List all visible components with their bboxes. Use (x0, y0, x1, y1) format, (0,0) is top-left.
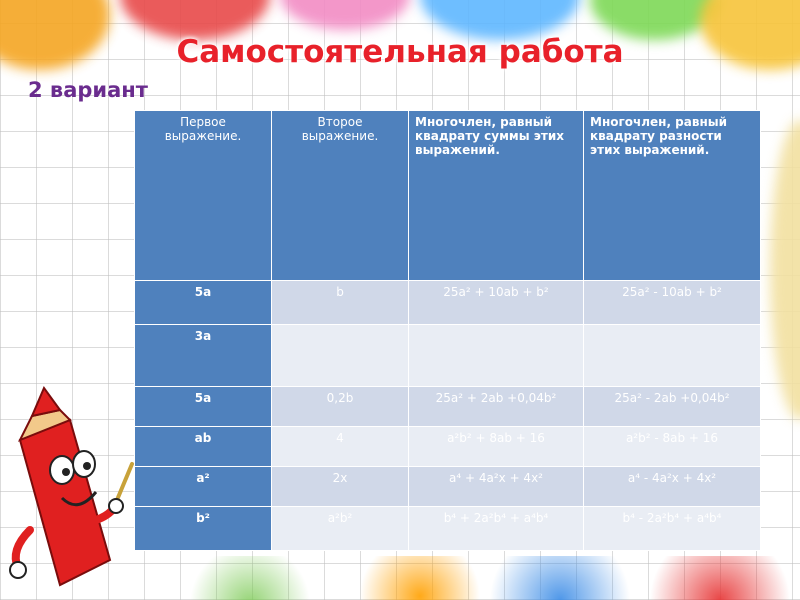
pencil-character-icon (0, 380, 140, 600)
table-row (135, 507, 761, 551)
cell-first-expr: 5a (135, 387, 272, 427)
cell-diff-square: a⁴ - 4a²x + 4x² (584, 467, 761, 507)
cell-sum-square: 25a² + 2ab +0,04b² (409, 387, 584, 427)
cell-sum-square (409, 325, 584, 387)
header-second-expression: Второе выражение. (272, 111, 409, 281)
header-square-of-difference: Многочлен, равный квадрату разности этих выражений. (584, 111, 761, 281)
blob-side-right (770, 120, 800, 420)
cell-first-expr: 3a (135, 325, 272, 387)
variant-label: 2 вариант (28, 78, 148, 102)
table-row (135, 427, 761, 467)
slide-title: Самостоятельная работа (176, 34, 624, 70)
cell-first-expr: b² (135, 507, 272, 551)
cell-first-expr: ab (135, 427, 272, 467)
expressions-table (134, 110, 761, 551)
cell-second-expr: 2x (272, 467, 409, 507)
table-row (135, 325, 761, 387)
cell-second-expr: 0,2b (272, 387, 409, 427)
cell-diff-square (584, 325, 761, 387)
blob-pink (280, 0, 410, 30)
cell-diff-square: 25a² - 2ab +0,04b² (584, 387, 761, 427)
cell-second-expr (272, 325, 409, 387)
cell-second-expr: b (272, 281, 409, 325)
cell-sum-square: 25a² + 10ab + b² (409, 281, 584, 325)
cell-sum-square: a²b² + 8ab + 16 (409, 427, 584, 467)
table-header-row (135, 111, 761, 281)
cell-second-expr: 4 (272, 427, 409, 467)
table-row (135, 387, 761, 427)
cell-sum-square: a⁴ + 4a²x + 4x² (409, 467, 584, 507)
cell-sum-square: b⁴ + 2a²b⁴ + a⁴b⁴ (409, 507, 584, 551)
header-square-of-sum: Многочлен, равный квадрату суммы этих выражений. (409, 111, 584, 281)
cell-diff-square: 25a² - 10ab + b² (584, 281, 761, 325)
cell-first-expr: 5a (135, 281, 272, 325)
header-first-expression: Первое выражение. (135, 111, 272, 281)
cell-diff-square: a²b² - 8ab + 16 (584, 427, 761, 467)
cell-diff-square: b⁴ - 2a²b⁴ + a⁴b⁴ (584, 507, 761, 551)
cell-second-expr: a²b² (272, 507, 409, 551)
cell-first-expr: a² (135, 467, 272, 507)
table-row (135, 467, 761, 507)
table-row (135, 281, 761, 325)
